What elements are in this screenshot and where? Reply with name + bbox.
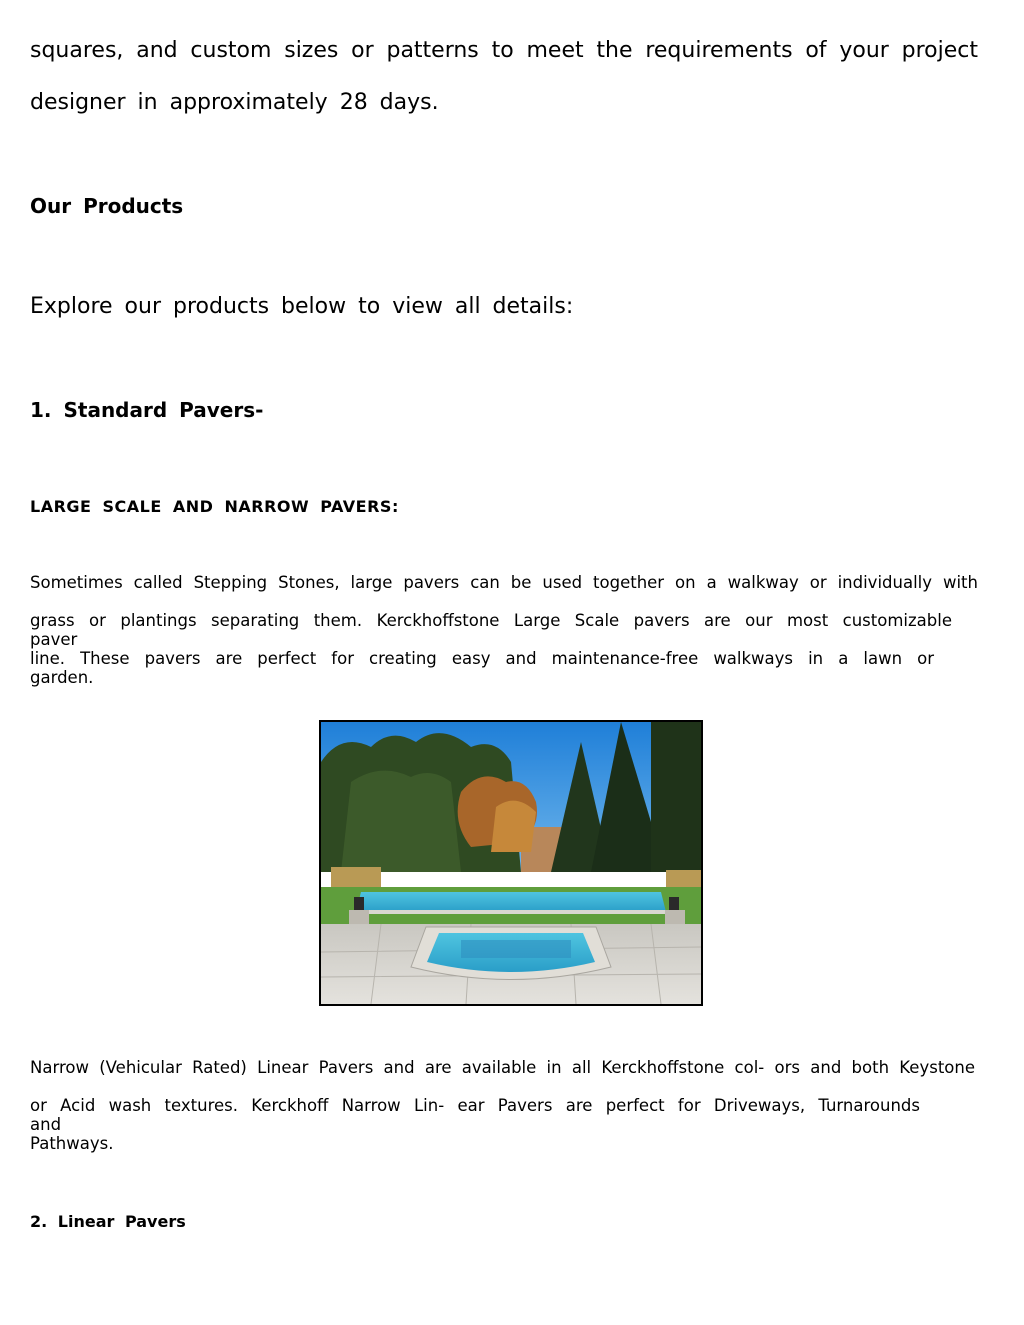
intro-line-1: squares, and custom sizes or patterns to meet the requirements of your project xyxy=(30,38,978,63)
explore-text: Explore our products below to view all details: xyxy=(30,294,574,319)
product-1-para-1-line-1: Sometimes called Stepping Stones, large pavers can be used together on a walkway or individually with xyxy=(30,573,978,592)
section-title: Our Products xyxy=(30,194,184,218)
intro-line-2: designer in approximately 28 days. xyxy=(30,90,439,115)
product-1-para-2-line-3: Pathways. xyxy=(30,1134,114,1153)
pool-photo xyxy=(319,720,703,1006)
product-1-para-2-line-1: Narrow (Vehicular Rated) Linear Pavers and are available in all Kerckhoffstone col- ors and both Keystone xyxy=(30,1058,975,1077)
product-1-para-1-line-2: grass or plantings separating them. Kerckhoffstone Large Scale pavers are our most customizable paver xyxy=(30,611,952,649)
product-1-subheading: LARGE SCALE AND NARROW PAVERS: xyxy=(30,497,399,516)
product-1-para-1-line-3: line. These pavers are perfect for creating easy and maintenance-free walkways in a lawn or garden. xyxy=(30,649,934,687)
product-1-para-2-line-2: or Acid wash textures. Kerckhoff Narrow Lin- ear Pavers are perfect for Driveways, Turnarounds and xyxy=(30,1096,920,1134)
product-2-heading: 2. Linear Pavers xyxy=(30,1212,186,1231)
product-1-heading: 1. Standard Pavers- xyxy=(30,398,264,422)
